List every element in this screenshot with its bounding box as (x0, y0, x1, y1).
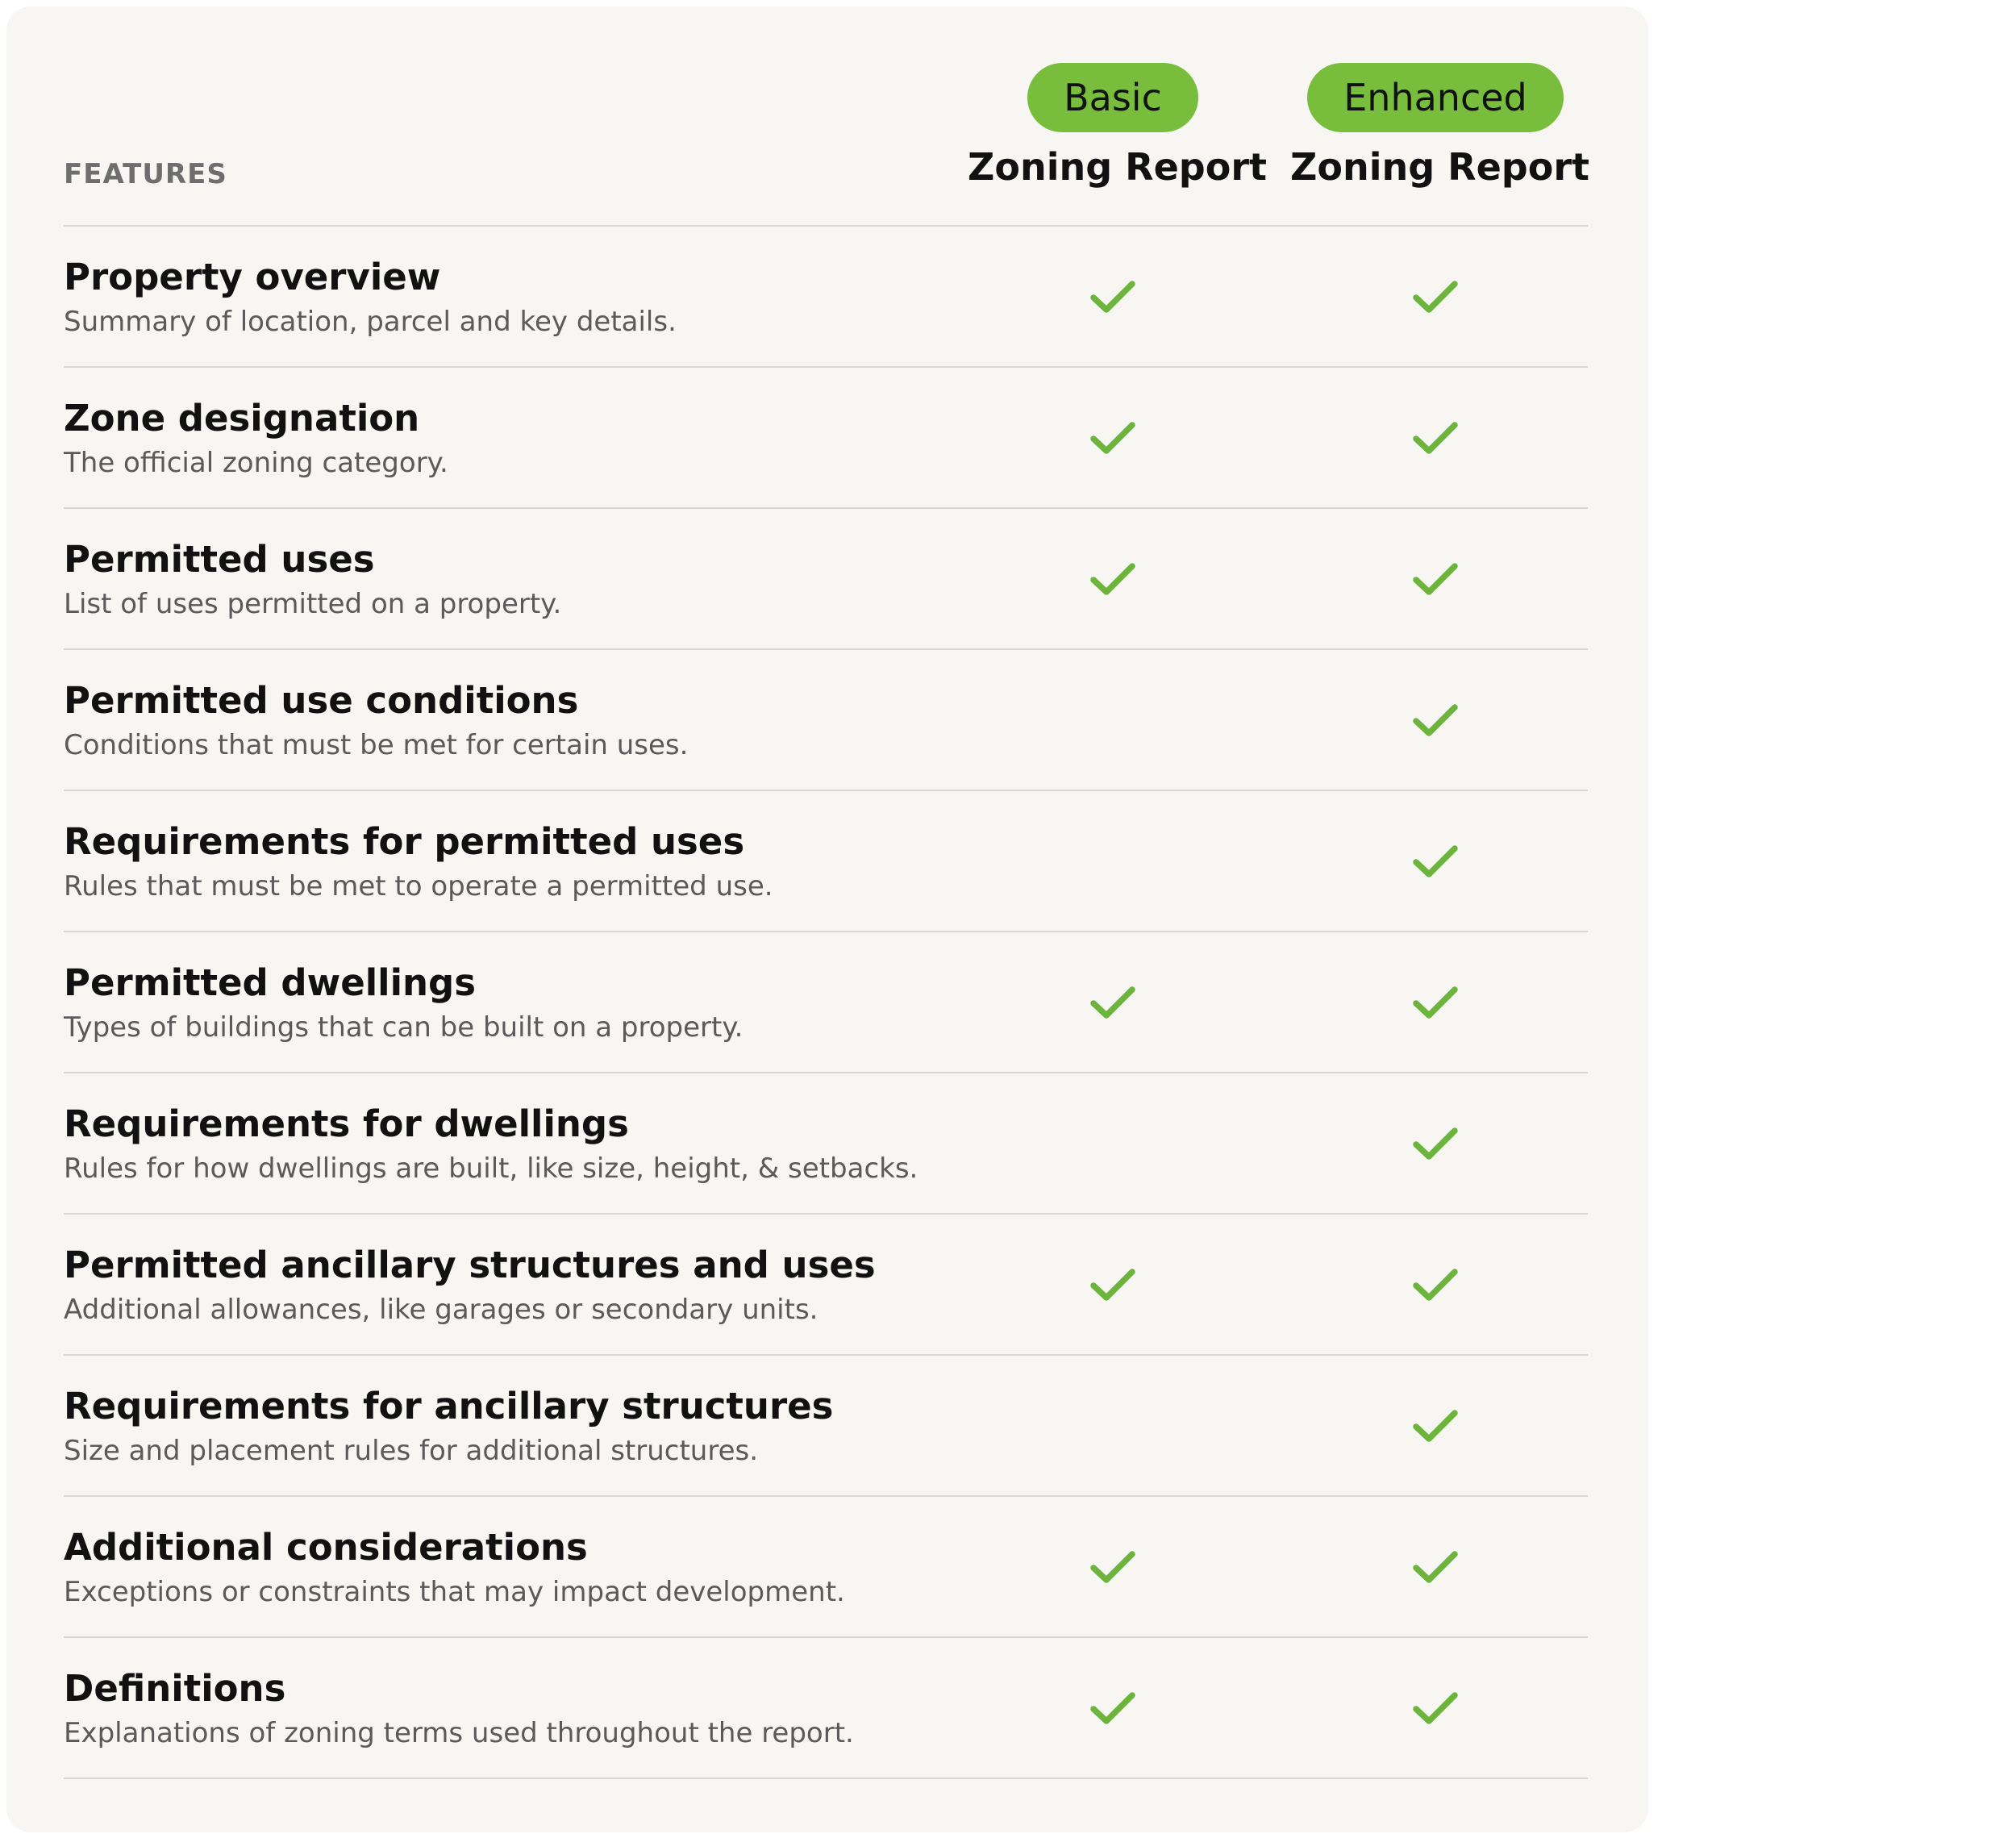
feature-description: The official zoning category. (64, 447, 448, 479)
feature-row (64, 932, 1588, 1073)
checkmark-icon (1087, 1541, 1139, 1593)
checkmark-icon (1410, 1400, 1461, 1452)
feature-description: Summary of location, parcel and key details. (64, 306, 677, 338)
feature-row (64, 509, 1588, 650)
checkmark-icon (1410, 1118, 1461, 1169)
plan-name-enhanced: Zoning Report (1290, 145, 1589, 189)
feature-description: Exceptions or constraints that may impact development. (64, 1576, 845, 1608)
checkmark-icon (1087, 412, 1139, 464)
feature-description: Size and placement rules for additional structures. (64, 1435, 759, 1467)
feature-row (64, 1356, 1588, 1497)
plan-name-basic: Zoning Report (968, 145, 1267, 189)
checkmark-icon (1410, 553, 1461, 605)
feature-description: Explanations of zoning terms used throughout the report. (64, 1717, 854, 1749)
checkmark-icon (1410, 1541, 1461, 1593)
plan-column-enhanced (1290, 63, 1589, 189)
feature-title: Requirements for dwellings (64, 1102, 629, 1145)
feature-title: Permitted uses (64, 538, 375, 581)
features-column-label: FEATURES (64, 158, 227, 190)
feature-title: Permitted dwellings (64, 961, 477, 1004)
feature-row (64, 1497, 1588, 1638)
feature-description: List of uses permitted on a property. (64, 588, 562, 620)
feature-title: Definitions (64, 1667, 286, 1710)
feature-row (64, 368, 1588, 509)
checkmark-icon (1410, 977, 1461, 1028)
feature-title: Additional considerations (64, 1526, 588, 1569)
feature-row (64, 791, 1588, 932)
checkmark-icon (1410, 694, 1461, 746)
plan-badge-basic: Basic (1027, 63, 1198, 132)
feature-title: Permitted ancillary structures and uses (64, 1244, 876, 1286)
feature-rows (64, 225, 1588, 1779)
checkmark-icon (1410, 836, 1461, 887)
feature-title: Property overview (64, 256, 441, 298)
feature-description: Rules for how dwellings are built, like size, height, & setbacks. (64, 1152, 918, 1185)
feature-row (64, 1073, 1588, 1215)
checkmark-icon (1087, 1259, 1139, 1311)
checkmark-icon (1410, 271, 1461, 323)
checkmark-icon (1410, 412, 1461, 464)
feature-description: Additional allowances, like garages or secondary units. (64, 1294, 818, 1326)
feature-row (64, 1215, 1588, 1356)
checkmark-icon (1087, 977, 1139, 1028)
feature-description: Types of buildings that can be built on a property. (64, 1011, 744, 1044)
feature-title: Requirements for ancillary structures (64, 1385, 834, 1427)
checkmark-icon (1087, 553, 1139, 605)
feature-title: Requirements for permitted uses (64, 820, 745, 863)
table-header (6, 6, 1648, 226)
comparison-card (6, 6, 1648, 1832)
checkmark-icon (1087, 271, 1139, 323)
feature-description: Rules that must be met to operate a permitted use. (64, 870, 773, 902)
checkmark-icon (1410, 1682, 1461, 1734)
feature-title: Zone designation (64, 397, 420, 440)
feature-description: Conditions that must be met for certain uses. (64, 729, 689, 761)
plan-badge-enhanced: Enhanced (1307, 63, 1564, 132)
plan-column-basic (968, 63, 1267, 189)
feature-row (64, 227, 1588, 368)
checkmark-icon (1087, 1682, 1139, 1734)
feature-row (64, 650, 1588, 791)
feature-row (64, 1638, 1588, 1779)
feature-title: Permitted use conditions (64, 679, 579, 722)
checkmark-icon (1410, 1259, 1461, 1311)
